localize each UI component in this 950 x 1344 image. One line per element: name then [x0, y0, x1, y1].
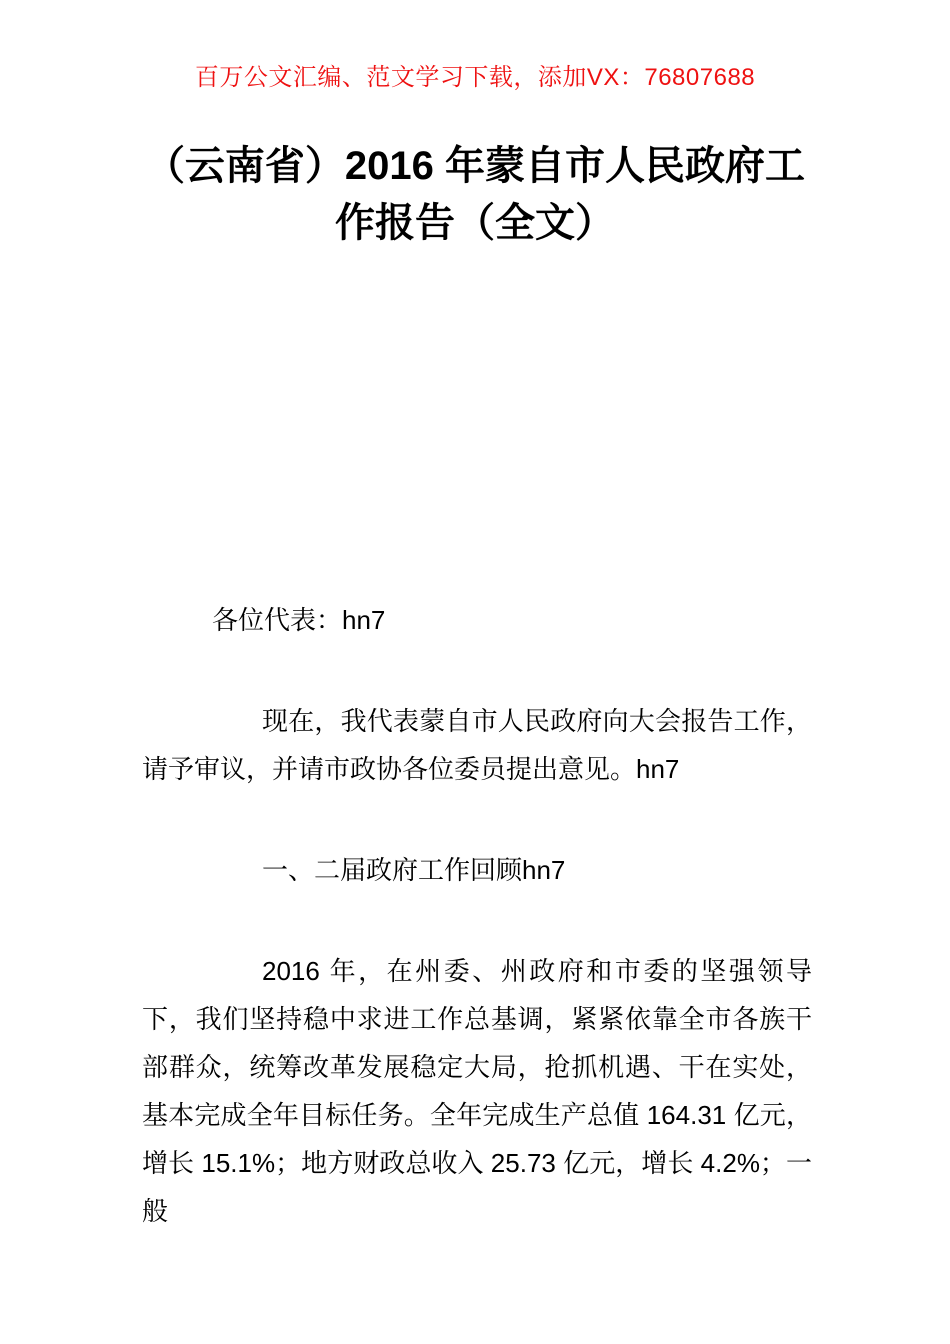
document-body	[142, 596, 812, 1235]
paragraph-salutation: 各位代表：hn7	[212, 605, 386, 635]
document-title: （云南省）2016 年蒙自市人民政府工作报告（全文）	[144, 144, 806, 245]
watermark-notice: 百万公文汇编、范文学习下载，添加VX：76807688	[194, 64, 756, 91]
section-heading-review: 一、二届政府工作回顾hn7	[262, 855, 566, 885]
paragraph-2016-summary: 2016 年，在州委、州政府和市委的坚强领导下，我们坚持稳中求进工作总基调，紧紧依靠全市各族干部群众，统筹改革发展稳定大局，抢抓机遇、干在实处，基本完成全年目标任务。全年完成生产总值 164.31 亿元，增长 15.1%；地方财政总收入 25.73 亿元，增长 4.2%；一般	[142, 956, 812, 1226]
paragraph-intro: 现在，我代表蒙自市人民政府向大会报告工作，请予审议，并请市政协各位委员提出意见。hn7	[142, 706, 812, 784]
